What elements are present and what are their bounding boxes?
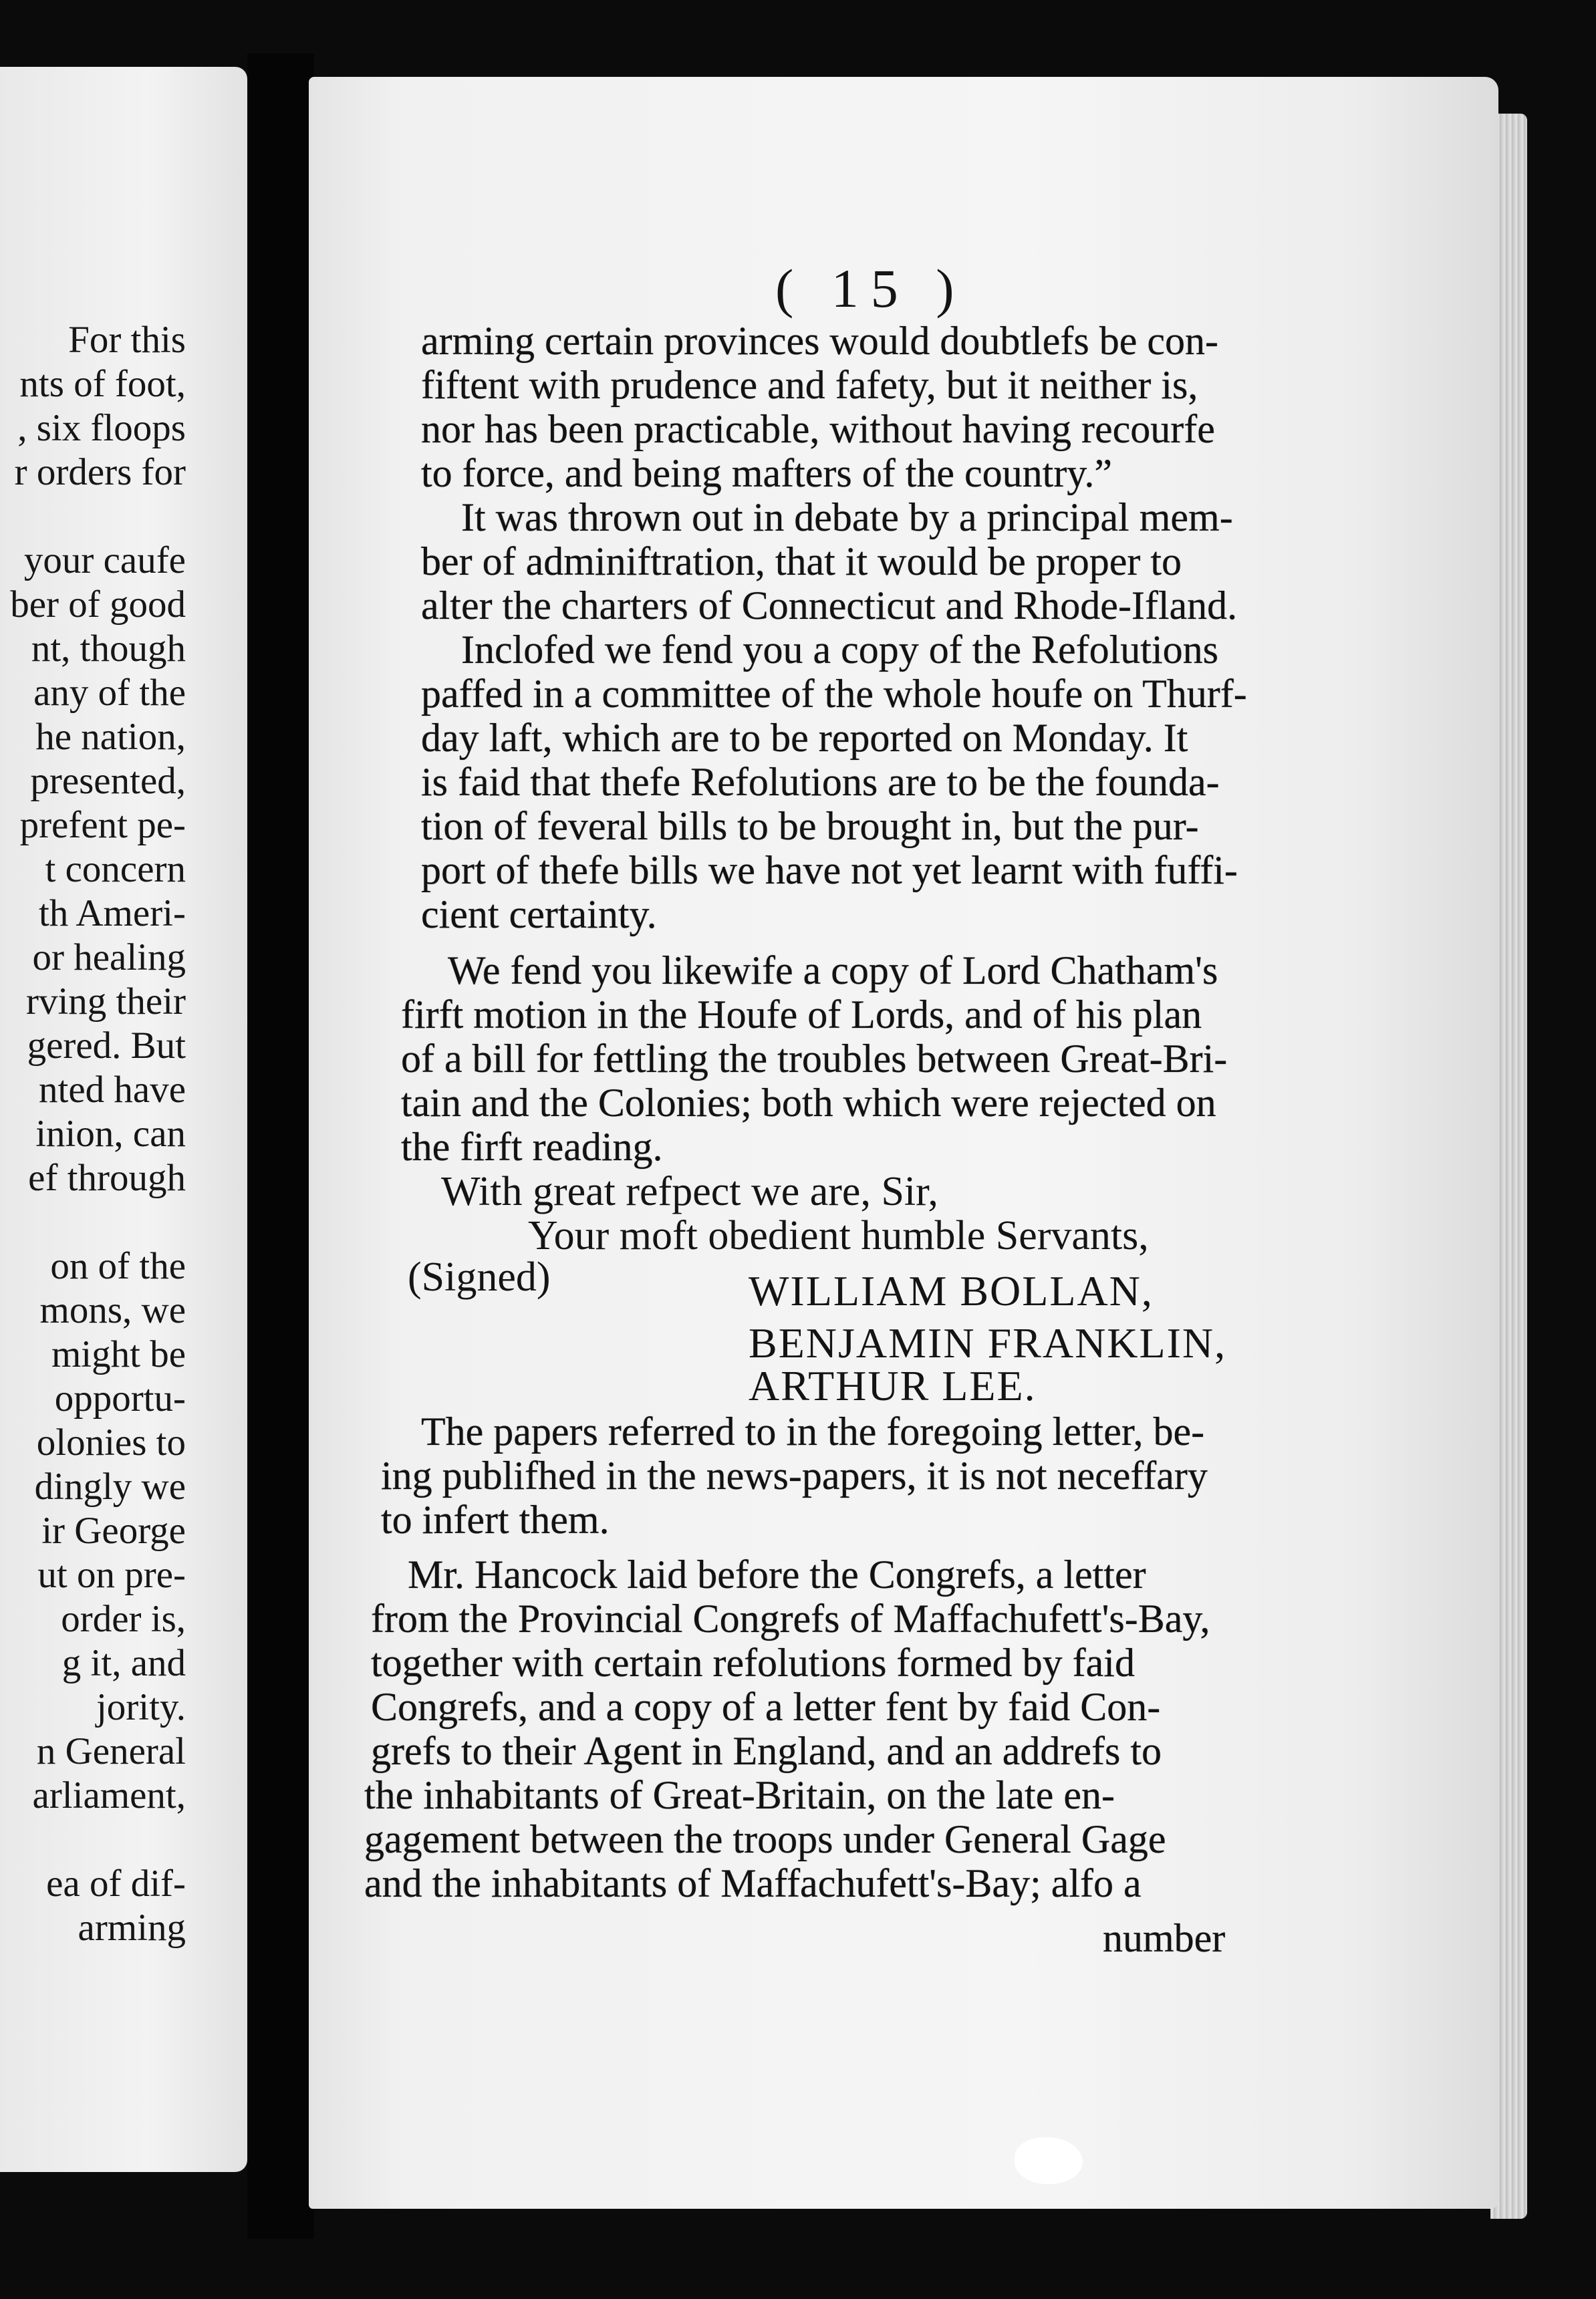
left-text-line: r orders for (14, 451, 186, 493)
text-line: gagement between the troops under General Gage (364, 1817, 1166, 1861)
left-text-line: inion, can (35, 1113, 186, 1155)
left-text-line: any of the (33, 672, 186, 714)
text-line: from the Provincial Congrefs of Maffachufett's-Bay, (371, 1597, 1210, 1641)
left-text-line: or healing (32, 936, 186, 978)
left-text-line: ir George (41, 1510, 186, 1552)
left-text-line: ef through (28, 1157, 186, 1199)
text-line: Congrefs, and a copy of a letter fent by faid Con- (371, 1685, 1161, 1729)
left-text-line: dingly we (34, 1466, 186, 1508)
text-line: The papers referred to in the foregoing letter, be- (421, 1409, 1205, 1454)
text-line: alter the charters of Connecticut and Rhode-Ifland. (421, 583, 1238, 628)
left-text-line: prefent pe- (19, 804, 186, 846)
left-text-line: For this (68, 319, 186, 361)
signatory-name: ARTHUR LEE. (749, 1362, 1037, 1409)
left-text-line: opportu- (54, 1377, 186, 1419)
left-text-line: order is, (61, 1598, 186, 1640)
left-text-line: , six floops (17, 407, 186, 449)
text-line: is faid that thefe Refolutions are to be the founda- (421, 760, 1220, 804)
left-text-line: ea of dif- (46, 1863, 186, 1905)
text-line: We fend you likewife a copy of Lord Chatham's (448, 948, 1218, 992)
closing-line: Your moft obedient humble Servants, (528, 1213, 1149, 1258)
signatory-name: WILLIAM BOLLAN, (749, 1267, 1154, 1315)
left-text-line: t concern (45, 848, 186, 890)
left-text-line: olonies to (36, 1422, 186, 1464)
left-text-line: might be (51, 1333, 186, 1375)
left-text-line: mons, we (39, 1289, 186, 1331)
text-line: arming certain provinces would doubtlefs be con- (421, 319, 1218, 363)
text-line: ing publifhed in the news-papers, it is not neceffary (381, 1454, 1208, 1498)
left-text-line: presented, (30, 760, 186, 802)
paper-stain (1015, 2137, 1083, 2184)
left-page (0, 67, 247, 2172)
text-line: and the inhabitants of Maffachufett's-Bay; alfo a (364, 1861, 1142, 1905)
text-line: ber of adminiftration, that it would be proper to (421, 539, 1182, 583)
left-text-line: nts of foot, (19, 363, 186, 405)
text-line: day laft, which are to be reported on Monday. It (421, 716, 1188, 760)
page-number: ( 15 ) (775, 258, 966, 319)
text-line: to force, and being mafters of the country.” (421, 451, 1113, 495)
left-text-line: nt, though (31, 628, 186, 670)
left-text-line: ber of good (10, 583, 186, 626)
text-line: It was thrown out in debate by a principal mem- (461, 495, 1233, 539)
left-text-line: n General (36, 1730, 186, 1772)
left-text-line: he nation, (35, 716, 186, 758)
left-text-line: g it, and (61, 1642, 186, 1684)
left-text-line: jority. (96, 1686, 186, 1728)
catchword: number (1103, 1916, 1226, 1960)
left-text-line: your caufe (23, 539, 186, 581)
text-line: of a bill for fettling the troubles between Great-Bri- (401, 1037, 1228, 1081)
text-line: to infert them. (381, 1498, 610, 1542)
text-line: paffed in a committee of the whole houfe on Thurf- (421, 672, 1247, 716)
book-gutter (247, 53, 314, 2239)
closing-line: With great refpect we are, Sir, (441, 1169, 938, 1214)
text-line: firft motion in the Houfe of Lords, and of his plan (401, 992, 1202, 1037)
text-line: port of thefe bills we have not yet learnt with fuffi- (421, 848, 1238, 892)
text-line: together with certain refolutions formed by faid (371, 1641, 1135, 1685)
left-text-line: arming (78, 1907, 186, 1949)
text-line: the firft reading. (401, 1125, 663, 1169)
text-line: tion of feveral bills to be brought in, but the pur- (421, 804, 1199, 848)
left-text-line: th Ameri- (38, 892, 186, 934)
text-line: cient certainty. (421, 892, 657, 936)
text-line: fiftent with prudence and fafety, but it neither is, (421, 363, 1198, 407)
left-text-line: rving their (25, 980, 186, 1023)
text-line: nor has been practicable, without having recourfe (421, 407, 1215, 451)
left-text-line: nted have (39, 1069, 186, 1111)
left-text-line: arliament, (32, 1774, 186, 1816)
left-text-line: ut on pre- (37, 1554, 186, 1596)
text-line: tain and the Colonies; both which were rejected on (401, 1081, 1216, 1125)
text-line: grefs to their Agent in England, and an addrefs to (371, 1729, 1162, 1773)
text-line: Mr. Hancock laid before the Congrefs, a letter (408, 1552, 1146, 1597)
left-text-line: on of the (50, 1245, 186, 1287)
text-line: the inhabitants of Great-Britain, on the late en- (364, 1773, 1115, 1817)
left-text-line: gered. But (27, 1025, 186, 1067)
signed-label: (Signed) (408, 1254, 551, 1300)
text-line: Inclofed we fend you a copy of the Refolutions (461, 628, 1218, 672)
signatory-name: BENJAMIN FRANKLIN, (749, 1319, 1227, 1367)
